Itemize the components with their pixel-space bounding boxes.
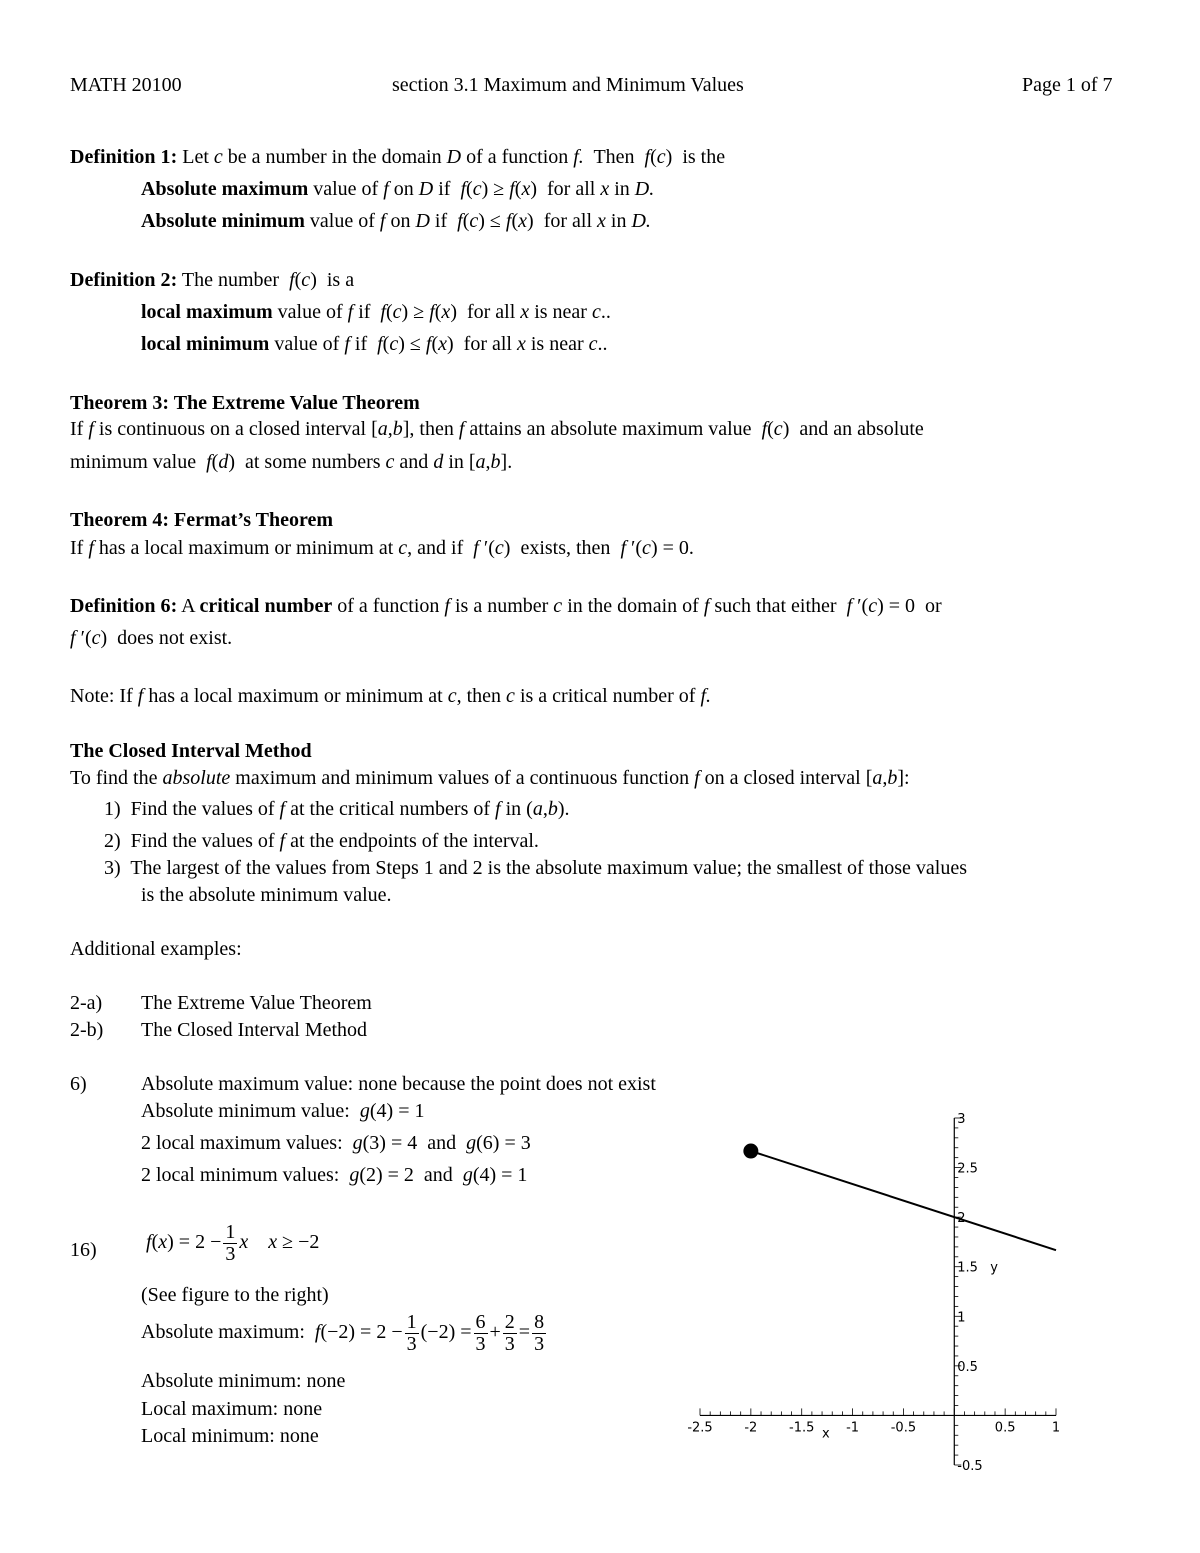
- page-number: Page 1 of 7: [1022, 74, 1113, 96]
- example-6-line-4: 2 local minimum values: g(2) = 2 and g(4) = 1: [141, 1164, 528, 1186]
- x-tick-label: 0.5: [994, 1420, 1016, 1436]
- y-tick-label: -0.5: [957, 1459, 983, 1470]
- definition-6-line-1: Definition 6: A critical number of a function f is a number c in the domain of f such that either f ′(c) = 0 or: [70, 595, 942, 617]
- additional-examples-heading: Additional examples:: [70, 938, 242, 960]
- example-16-local-max: Local maximum: none: [141, 1398, 323, 1420]
- step-3-continued: is the absolute minimum value.: [141, 884, 392, 906]
- additional-item-text: The Closed Interval Method: [141, 1019, 368, 1041]
- x-tick-label: -2: [744, 1420, 758, 1436]
- y-tick-label: 1.5: [957, 1260, 978, 1276]
- example-6-line-1: Absolute maximum value: none because the point does not exist: [141, 1073, 656, 1095]
- definition-2-local-max: local maximum value of f if f(c) ≥ f(x) for all x is near c..: [141, 301, 611, 323]
- step-1: 1) Find the values of f at the critical numbers of f in (a,b).: [104, 798, 570, 820]
- example-16-absolute-max: Absolute maximum: f(−2) = 2 − $\frac{1}{3}$ (−2) = $\frac{6}{3}$ + $\frac{2}{3}$ = $\frac{8}{3}$: [141, 1311, 545, 1355]
- definition-1-intro: Definition 1: Let c be a number in the domain D of a function f. Then f(c) is the: [70, 146, 726, 168]
- additional-item-num: 2-a): [70, 992, 103, 1014]
- closed-interval-method-intro: To find the absolute maximum and minimum values of a continuous function f on a closed interval [a,b]:: [70, 767, 910, 789]
- x-tick-label: -1.5: [789, 1420, 815, 1436]
- definition-1-absolute-min: Absolute minimum value of f on D if f(c) ≤ f(x) for all x in D.: [141, 210, 651, 232]
- x-tick-label: -1: [846, 1420, 860, 1436]
- definition-2-intro: Definition 2: The number f(c) is a: [70, 269, 355, 291]
- y-tick-label: 2: [957, 1211, 966, 1227]
- definition-6-line-2: f ′(c) does not exist.: [70, 627, 233, 649]
- x-tick-label: -0.5: [890, 1420, 917, 1436]
- example-16-function: f(x) = 2 − $\frac{1}{3}$ x x ≥ −2: [146, 1221, 320, 1265]
- definition-2-local-min: local minimum value of f if f(c) ≤ f(x) for all x is near c..: [141, 333, 608, 355]
- example-16-local-min: Local minimum: none: [141, 1425, 319, 1447]
- x-axis-label: x: [822, 1426, 830, 1442]
- closed-interval-method-title: The Closed Interval Method: [70, 740, 312, 762]
- y-tick-label: 3: [957, 1112, 966, 1127]
- section-title: section 3.1 Maximum and Minimum Values: [392, 74, 744, 96]
- step-2: 2) Find the values of f at the endpoints of the interval.: [104, 830, 539, 852]
- example-6-line-2: Absolute minimum value: g(4) = 1: [141, 1100, 425, 1122]
- y-tick-label: 1: [957, 1310, 966, 1326]
- theorem-3-line-1: If f is continuous on a closed interval [a,b], then f attains an absolute maximum value f(c) and an absolute: [70, 418, 924, 440]
- example-16-absolute-min: Absolute minimum: none: [141, 1370, 346, 1392]
- y-axis-label: y: [990, 1260, 998, 1276]
- y-tick-label: 0.5: [957, 1359, 978, 1375]
- endpoint-dot: [744, 1144, 758, 1158]
- function-graph: [670, 1110, 1070, 1470]
- theorem-3-line-2: minimum value f(d) at some numbers c and d in [a,b].: [70, 451, 513, 473]
- theorem-3-title: Theorem 3: The Extreme Value Theorem: [70, 392, 420, 414]
- example-16-number: 16): [70, 1239, 97, 1261]
- theorem-4-title: Theorem 4: Fermat’s Theorem: [70, 509, 334, 531]
- theorem-4-text: If f has a local maximum or minimum at c, and if f ′(c) exists, then f ′(c) = 0.: [70, 537, 694, 559]
- example-16-see-figure: (See figure to the right): [141, 1284, 329, 1306]
- additional-item-num: 2-b): [70, 1019, 104, 1041]
- y-tick-label: 2.5: [957, 1161, 978, 1177]
- example-6-line-3: 2 local maximum values: g(3) = 4 and g(6) = 3: [141, 1132, 531, 1154]
- x-tick-label: 1: [1051, 1420, 1061, 1436]
- additional-item-text: The Extreme Value Theorem: [141, 992, 372, 1014]
- example-6-number: 6): [70, 1073, 87, 1095]
- series-line: [751, 1151, 1056, 1250]
- step-3: 3) The largest of the values from Steps 1 and 2 is the absolute maximum value; the smallest of those values: [104, 857, 967, 879]
- definition-1-absolute-max: Absolute maximum value of f on D if f(c) ≥ f(x) for all x in D.: [141, 178, 655, 200]
- x-tick-label: -2.5: [687, 1420, 713, 1436]
- note: Note: If f has a local maximum or minimum at c, then c is a critical number of f.: [70, 685, 711, 707]
- course-code: MATH 20100: [70, 74, 182, 96]
